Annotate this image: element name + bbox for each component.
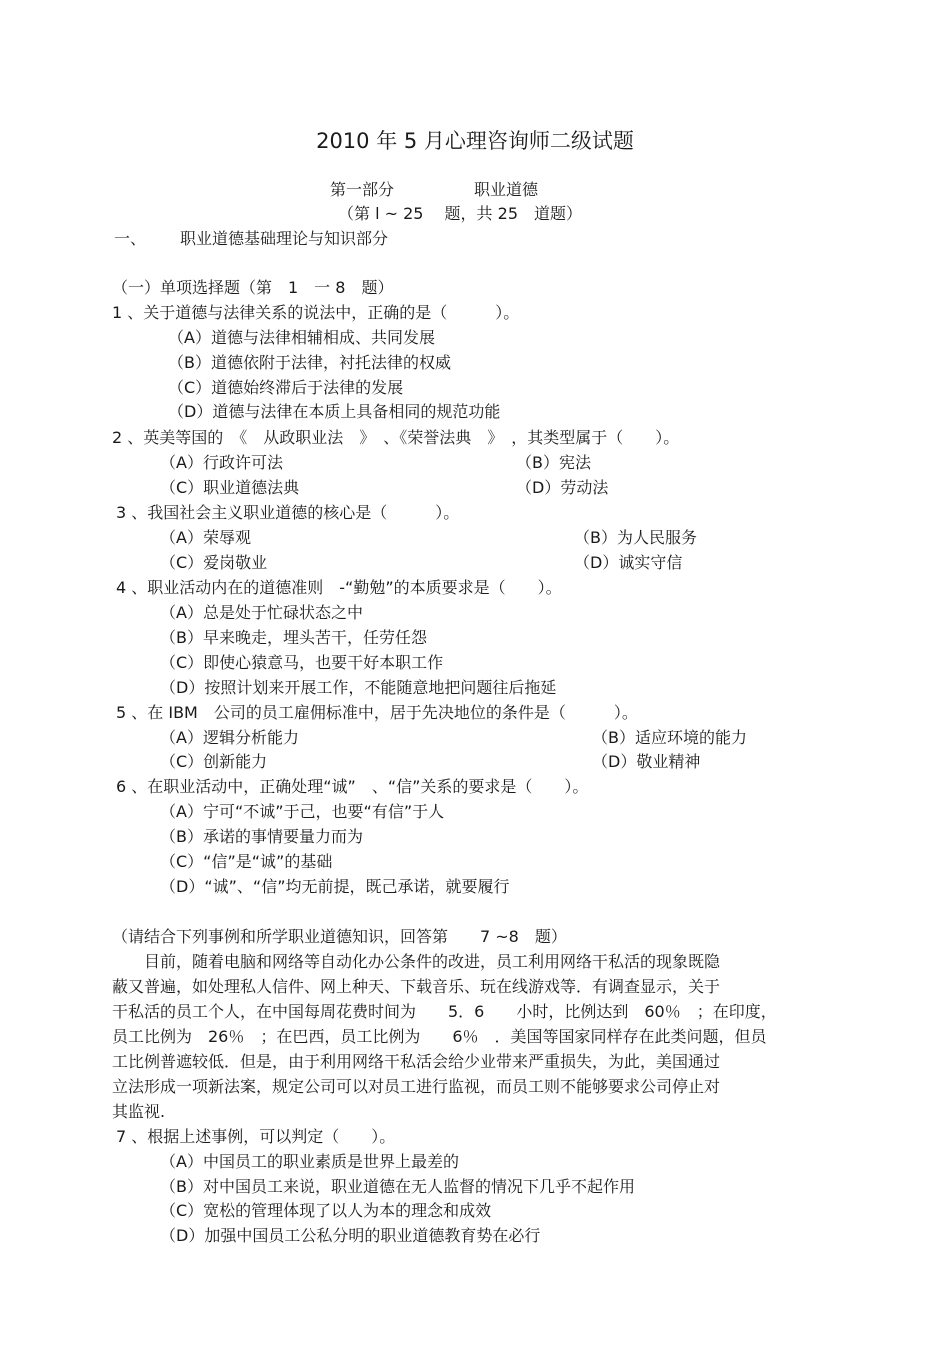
question-6-option-b: （B）承诺的事情要量力而为 [160, 827, 363, 846]
case-line: 其监视. [112, 1102, 166, 1121]
question-3-option-a: （A）荣辱观 [160, 528, 251, 547]
case-intro: （请结合下列事例和所学职业道德知识，回答第 7 ~8 题） [112, 927, 567, 946]
question-6-option-c: （C）“信”是“诚”的基础 [160, 852, 333, 871]
question-6-option-a: （A）宁可“不诚”于己，也要“有信”于人 [160, 802, 445, 821]
question-6-option-d: （D）“诚”、“信”均无前提，既己承诺，就要履行 [160, 877, 510, 896]
question-2-option-b: （B）宪法 [516, 453, 591, 472]
question-1-option-b: （B）道德依附于法律，衬托法律的权威 [168, 353, 451, 372]
question-2-stem: 2 、英美等国的 《 从政职业法 》 、《荣誉法典 》 ，其类型属于（ ）。 [112, 428, 680, 447]
question-7-option-b: （B）对中国员工来说，职业道德在无人监督的情况下几乎不起作用 [160, 1177, 635, 1196]
question-2-option-a: （A）行政许可法 [160, 453, 283, 472]
question-5-option-a: （A）逻辑分析能力 [160, 728, 299, 747]
question-3-stem: 3 、我国社会主义职业道德的核心是（ ）。 [116, 503, 460, 522]
question-5-stem: 5 、在 IBM 公司的员工雇佣标准中，居于先决地位的条件是（ ）。 [116, 703, 638, 722]
question-1-stem: 1 、关于道德与法律关系的说法中，正确的是（ ）。 [112, 303, 520, 322]
part-name: 职业道德 [474, 180, 539, 199]
question-1-option-d: （D）道德与法律在本质上具备相同的规范功能 [168, 402, 501, 421]
question-1-option-c: （C）道德始终滞后于法律的发展 [168, 378, 404, 397]
question-4-option-c: （C）即使心猿意马，也要干好本职工作 [160, 653, 444, 672]
question-3-option-d: （D）诚实守信 [574, 553, 683, 572]
document-title: 2010 年 5 月心理咨询师二级试题 [316, 129, 634, 153]
question-4-option-a: （A）总是处于忙碌状态之中 [160, 603, 363, 622]
question-3-option-b: （B）为人民服务 [574, 528, 697, 547]
case-line: 蔽又普遍，如处理私人信件、网上种天、下载音乐、玩在线游戏等．有调查显示，关于 [112, 977, 721, 996]
question-5-option-d: （D）敬业精神 [592, 752, 701, 771]
part-label: 第一部分 [330, 180, 395, 199]
case-line: 干私活的员工个人，在中国每周花费时间为 5．6 小时，比例达到 60％ ；在印度， [112, 1002, 777, 1021]
case-line: 工比例普遮较低．但是，由于利用网络干私活会给少业带来严重损失，为此，美国通过 [112, 1052, 721, 1071]
question-4-option-b: （B）早来晚走，埋头苦干，任劳任怨 [160, 628, 427, 647]
question-7-option-d: （D）加强中国员工公私分明的职业道德教育势在必行 [160, 1226, 541, 1245]
question-1-option-a: （A）道德与法律相辅相成、共同发展 [168, 328, 435, 347]
question-7-option-c: （C）宽松的管理体现了以人为本的理念和成效 [160, 1201, 492, 1220]
question-2-option-d: （D）劳动法 [516, 478, 609, 497]
question-5-option-b: （B）适应环境的能力 [592, 728, 747, 747]
section-title: 职业道德基础理论与知识部分 [180, 229, 389, 248]
question-4-stem: 4 、职业活动内在的道德准则 -“勤勉”的本质要求是（ ）。 [116, 578, 562, 597]
question-6-stem: 6 、在职业活动中，正确处理“诚” 、“信”关系的要求是（ ）。 [116, 777, 589, 796]
case-line: 立法形成一项新法案，规定公司可以对员工进行监视，而员工则不能够要求公司停止对 [112, 1077, 721, 1096]
question-4-option-d: （D）按照计划来开展工作，不能随意地把问题往后拖延 [160, 678, 557, 697]
question-7-option-a: （A）中国员工的职业素质是世界上最差的 [160, 1152, 459, 1171]
case-line: 员工比例为 26％ ；在巴西，员工比例为 6％ ．美国等国家同样存在此类问题，但员 [112, 1027, 767, 1046]
section-number: 一、 [114, 229, 147, 248]
question-7-stem: 7 、根据上述事例，可以判定（ ）。 [116, 1127, 396, 1146]
question-2-option-c: （C）职业道德法典 [160, 478, 300, 497]
question-3-option-c: （C）爱岗敬业 [160, 553, 268, 572]
part-range: （第 l ~ 25 题，共 25 道题） [338, 204, 583, 223]
case-line: 目前，随着电脑和网络等自动化办公条件的改进，员工利用网络干私活的现象既隐 [112, 952, 721, 971]
question-5-option-c: （C）创新能力 [160, 752, 268, 771]
subsection-title: （一）单项选择题（第 1 一 8 题） [112, 278, 394, 297]
